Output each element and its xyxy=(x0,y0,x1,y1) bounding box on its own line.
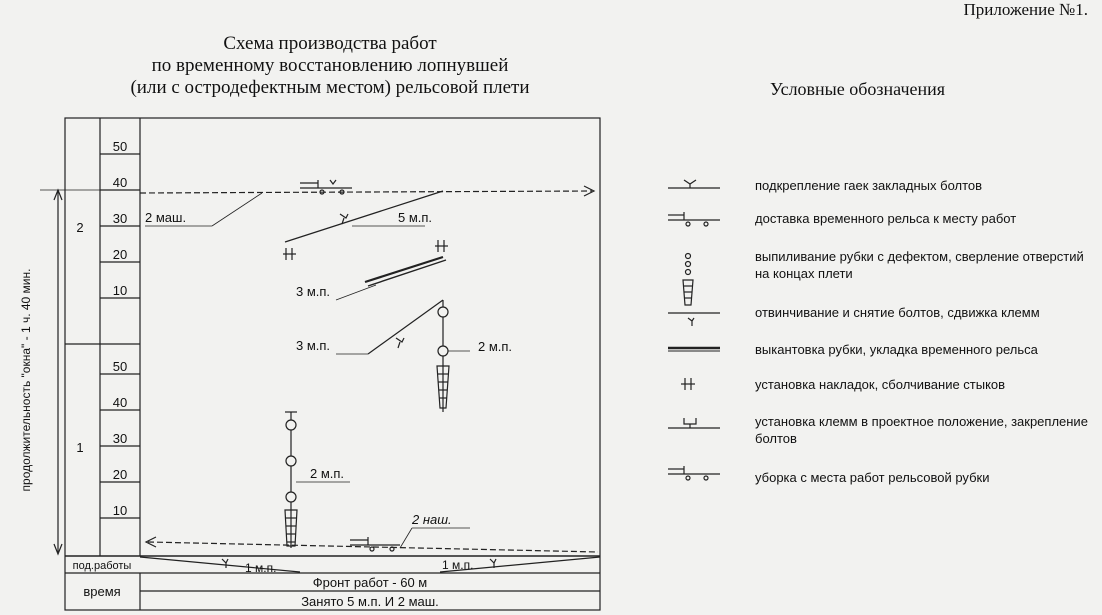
annotation-5mp: 5 м.п. xyxy=(398,210,433,225)
rail-flip-line-2 xyxy=(368,260,446,286)
y-axis-label: продолжительность "окна" - 1 ч. 40 мин. xyxy=(19,268,33,492)
annotation-mash2-lower: 2 наш. xyxy=(412,512,452,527)
tick-upper-10: 10 xyxy=(112,283,128,298)
tick-upper-20: 20 xyxy=(112,247,128,262)
annotation-3mp-a: 3 м.п. xyxy=(296,284,331,299)
mash2-lower-diag xyxy=(400,528,412,548)
occupied-label: Занято 5 м.п. И 2 маш. xyxy=(301,594,439,609)
delivery-symbol-lower xyxy=(350,537,400,551)
annotation-2mp-right: 2 м.п. xyxy=(478,339,513,354)
nut-symbol-3mp xyxy=(396,338,404,348)
legend-item-6: установка накладок, сболчивание стыков xyxy=(755,377,1006,392)
bolt-hole-right-1 xyxy=(438,307,448,317)
annotation-3mp-b: 3 м.п. xyxy=(296,338,331,353)
tick-lower-40: 40 xyxy=(112,395,128,410)
joint-symbol-left xyxy=(283,248,296,260)
bolt-hole-center-1 xyxy=(286,420,296,430)
legend-symbol-flip xyxy=(668,348,720,351)
annotation-2mp-center: 2 м.п. xyxy=(310,466,345,481)
title-line-1: Схема производства работ xyxy=(223,33,437,54)
mash2-upper-diag xyxy=(212,193,262,226)
upper-time-arrow xyxy=(140,191,592,193)
legend-item-8: уборка с места работ рельсовой рубки xyxy=(755,470,990,485)
legend-title: Условные обозначения xyxy=(770,79,946,99)
tick-upper-40: 40 xyxy=(112,175,128,190)
legend-item-5: выкантовка рубки, укладка временного рельса xyxy=(755,342,1038,357)
stream-3mp-line xyxy=(368,300,443,354)
bolt-hole-right-2 xyxy=(438,346,448,356)
legend-item-3: выпиливание рубки с дефектом, сверление отверстий на концах плети xyxy=(755,249,1084,281)
legend-symbol-unbolt xyxy=(668,313,720,326)
legend-symbol-clamp xyxy=(668,418,720,428)
annotation-1mp-left: 1 м.п. xyxy=(245,561,277,575)
appendix-label: Приложение №1. xyxy=(963,0,1088,19)
annotation-mash2-upper: 2 маш. xyxy=(145,210,187,225)
title-line-3: (или с остродефектным местом) рельсовой плети xyxy=(130,77,530,98)
prep-symbol-left xyxy=(222,559,228,568)
title-line-2: по временному восстановлению лопнувшей xyxy=(151,55,509,76)
tick-lower-20: 20 xyxy=(112,467,128,482)
legend-symbol-nut xyxy=(668,180,720,188)
mp3a-leader xyxy=(336,285,376,300)
legend-item-1: подкрепление гаек закладных болтов xyxy=(755,178,983,193)
bolt-hole-center-3 xyxy=(286,492,296,502)
tick-lower-10: 10 xyxy=(112,503,128,518)
front-label: Фронт работ - 60 м xyxy=(312,575,428,590)
legend-item-4: отвинчивание и снятие болтов, сдвижка клемм xyxy=(755,305,1040,320)
legend-symbol-delivery xyxy=(668,212,720,226)
annotation-1mp-right: 1 м.п. xyxy=(442,558,474,572)
tick-upper-30: 30 xyxy=(112,211,128,226)
time-row-label: время xyxy=(83,584,121,599)
hour-label-1: 1 xyxy=(76,440,84,455)
hour-label-2: 2 xyxy=(76,220,84,235)
tick-lower-30: 30 xyxy=(112,431,128,446)
legend-symbol-joint xyxy=(681,378,695,390)
tick-upper-50: 50 xyxy=(112,139,128,154)
prep-row-label: под.работы xyxy=(72,560,132,572)
legend-symbol-removal xyxy=(668,466,720,480)
legend-item-7: установка клемм в проектное положение, закрепление болтов xyxy=(755,414,1088,446)
joint-symbol-right xyxy=(435,240,448,252)
rail-flip-line xyxy=(365,257,443,282)
tick-lower-50: 50 xyxy=(112,359,128,374)
bolt-hole-center-2 xyxy=(286,456,296,466)
legend-item-2: доставка временного рельса к месту работ xyxy=(755,211,1017,226)
legend-symbol-saw xyxy=(683,254,693,306)
